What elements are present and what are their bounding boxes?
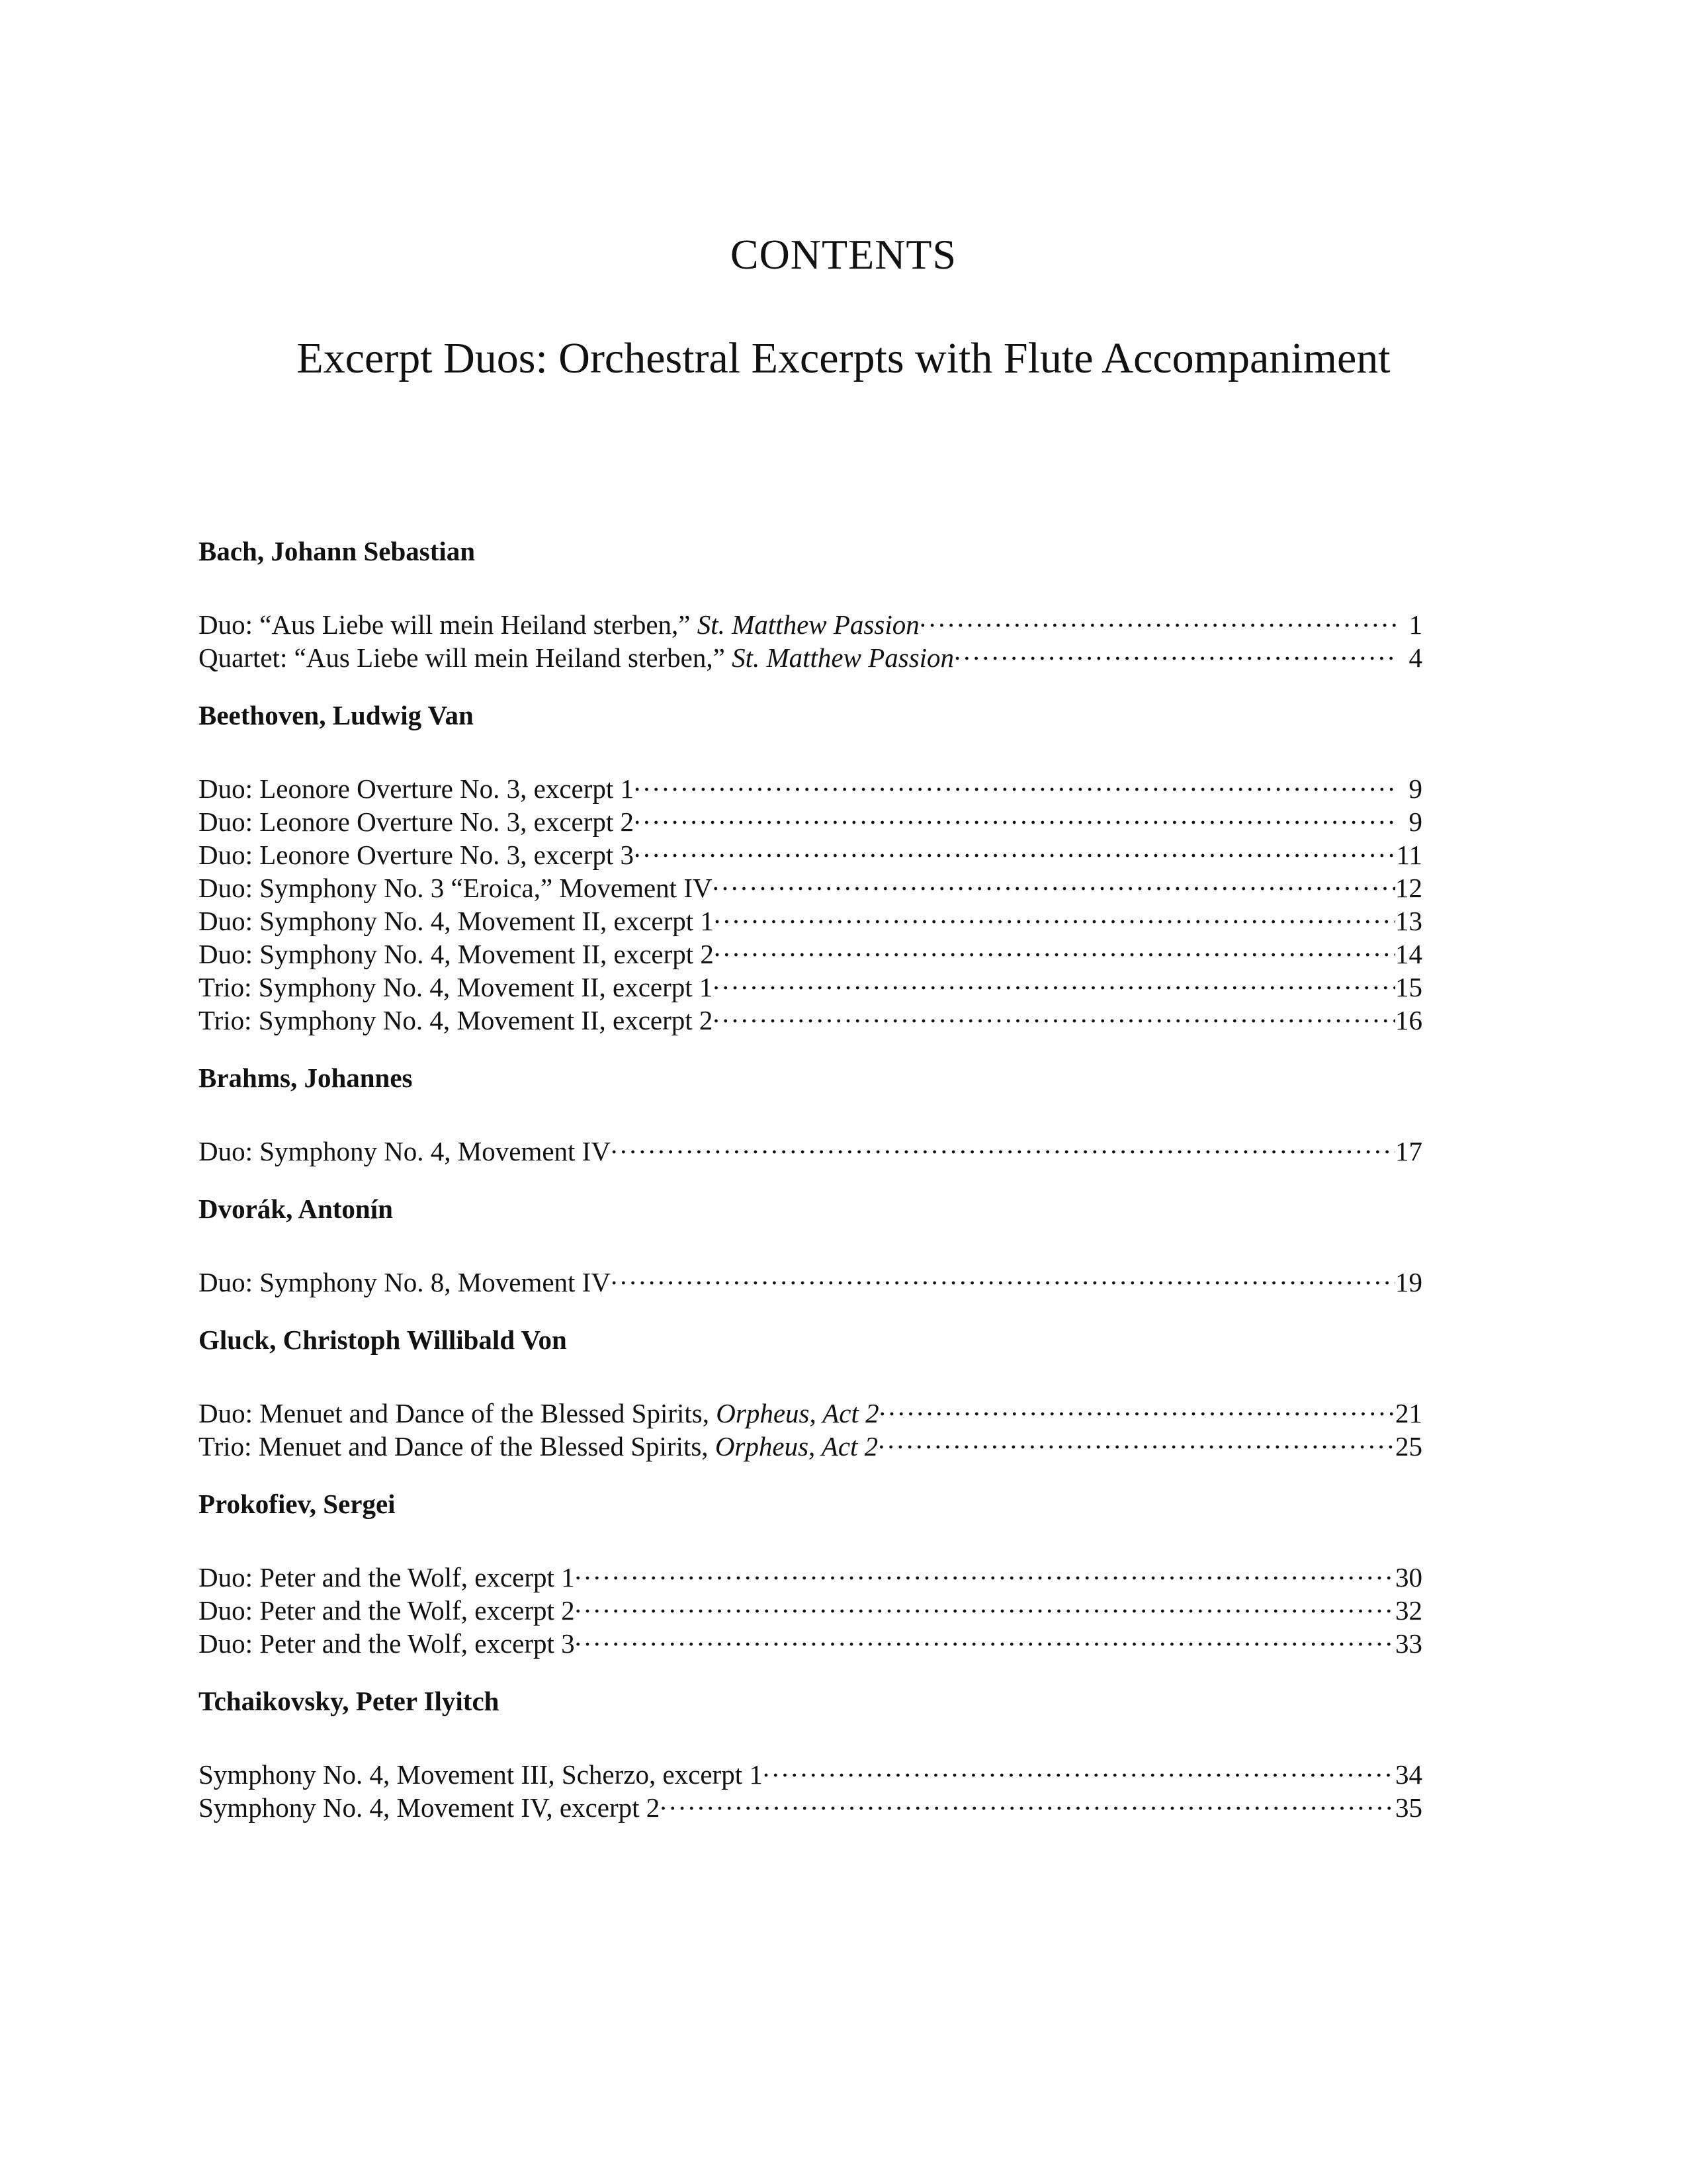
composer-section (198, 1192, 1422, 1297)
dot-leader (660, 1784, 1395, 1817)
composer-section (198, 1487, 1422, 1659)
dot-leader (611, 1258, 1395, 1291)
composer-section (198, 1323, 1422, 1462)
entry-work-title: Orpheus, Act 2 (716, 1398, 879, 1428)
entry-title (198, 641, 954, 674)
composer-section (198, 535, 1422, 673)
dot-leader (575, 1620, 1395, 1653)
entry-page-number: 33 (1395, 1628, 1422, 1659)
entry-title-text: Duo: Symphony No. 4, Movement II, excerpt 1 (198, 906, 714, 936)
entry-page-number: 35 (1395, 1792, 1422, 1823)
composer-section (198, 1061, 1422, 1166)
entry-page-number: 4 (1408, 642, 1422, 673)
entry-work-title: Orpheus, Act 2 (714, 1431, 879, 1462)
entry-title-text: Trio: Menuet and Dance of the Blessed Spirits, (198, 1431, 715, 1462)
dot-leader (714, 897, 1395, 930)
entry-page-number: 34 (1395, 1759, 1422, 1790)
entry-title (198, 871, 713, 904)
entry-title (198, 1004, 713, 1037)
dot-leader (634, 798, 1396, 831)
entry-title-text: Quartet: “Aus Liebe will mein Heiland sterben,” (198, 642, 732, 673)
dot-leader (763, 1751, 1395, 1784)
entry-page-number: 14 (1395, 939, 1422, 969)
composer-section (198, 1684, 1422, 1823)
dot-leader (954, 634, 1396, 667)
entry-page-number: 11 (1396, 840, 1422, 870)
composer-heading: Beethoven, Ludwig Van (198, 700, 474, 730)
entry-work-title: St. Matthew Passion (697, 609, 920, 640)
composer-heading: Brahms, Johannes (198, 1063, 413, 1093)
toc-entry[interactable] (198, 1389, 1422, 1428)
toc-entry[interactable] (198, 1751, 1422, 1790)
composer-heading: Tchaikovsky, Peter Ilyitch (198, 1686, 499, 1716)
entry-title (198, 805, 634, 838)
composer-heading: Dvorák, Antonín (198, 1194, 393, 1224)
entry-page-number: 9 (1408, 773, 1422, 804)
entry-title-text: Duo: Symphony No. 4, Movement II, excerpt 2 (198, 939, 714, 969)
entry-title (198, 772, 634, 805)
page-title: CONTENTS (730, 231, 957, 278)
entry-page-number: 17 (1395, 1136, 1422, 1166)
entry-title (198, 1430, 878, 1463)
entry-title-text: Duo: Peter and the Wolf, excerpt 2 (198, 1595, 575, 1626)
toc-entry[interactable] (198, 601, 1422, 640)
table-of-contents (198, 535, 1422, 1849)
dot-leader (713, 996, 1395, 1029)
entry-page-number: 19 (1395, 1267, 1422, 1297)
entry-title (198, 971, 713, 1004)
entry-title (198, 1135, 611, 1168)
dot-leader (634, 765, 1396, 798)
dot-leader (920, 601, 1396, 634)
entry-title (198, 1594, 575, 1627)
dot-leader (714, 930, 1395, 963)
entry-page-number: 30 (1395, 1562, 1422, 1593)
entry-title (198, 904, 714, 938)
entry-page-number: 32 (1395, 1595, 1422, 1626)
entry-page-number: 16 (1395, 1005, 1422, 1035)
toc-entry[interactable] (198, 1553, 1422, 1593)
entry-title (198, 608, 920, 641)
entry-title-text: Duo: Menuet and Dance of the Blessed Spirits, (198, 1398, 716, 1428)
entry-title-text: Duo: Leonore Overture No. 3, excerpt 1 (198, 773, 634, 804)
toc-entry[interactable] (198, 1127, 1422, 1166)
composer-heading: Bach, Johann Sebastian (198, 536, 476, 566)
entry-page-number: 13 (1395, 906, 1422, 936)
entry-title-text: Duo: Symphony No. 3 “Eroica,” Movement IV (198, 873, 713, 903)
entry-title-text: Duo: Peter and the Wolf, excerpt 1 (198, 1562, 575, 1593)
composer-heading: Prokofiev, Sergei (198, 1489, 396, 1519)
composer-section (198, 699, 1422, 1035)
dot-leader (713, 864, 1395, 897)
entry-title-text: Symphony No. 4, Movement III, Scherzo, excerpt 1 (198, 1759, 763, 1790)
dot-leader (634, 831, 1396, 864)
dot-leader (575, 1553, 1395, 1587)
entry-page-number: 25 (1395, 1431, 1422, 1462)
entry-page-number: 15 (1395, 972, 1422, 1002)
entry-work-title: St. Matthew Passion (732, 642, 955, 673)
entry-page-number: 21 (1395, 1398, 1422, 1428)
dot-leader (575, 1587, 1395, 1620)
entry-title (198, 1627, 575, 1660)
dot-leader (611, 1127, 1395, 1160)
toc-entry[interactable] (198, 1258, 1422, 1297)
dot-leader (879, 1389, 1395, 1422)
toc-entry[interactable] (198, 765, 1422, 804)
page-subtitle: Excerpt Duos: Orchestral Excerpts with Flute Accompaniment (296, 334, 1391, 382)
entry-title (198, 1561, 575, 1594)
entry-title-text: Duo: Symphony No. 4, Movement IV (198, 1136, 611, 1166)
dot-leader (878, 1422, 1395, 1456)
entry-title-text: Duo: Leonore Overture No. 3, excerpt 2 (198, 807, 634, 837)
dot-leader (713, 963, 1395, 996)
entry-page-number: 9 (1408, 807, 1422, 837)
entry-title-text: Symphony No. 4, Movement IV, excerpt 2 (198, 1792, 660, 1823)
entry-title (198, 938, 714, 971)
entry-title (198, 1397, 879, 1430)
entry-page-number: 12 (1395, 873, 1422, 903)
entry-page-number: 1 (1408, 609, 1422, 640)
entry-title-text: Trio: Symphony No. 4, Movement II, excerpt 1 (198, 972, 713, 1002)
entry-title (198, 838, 634, 871)
entry-title (198, 1266, 611, 1299)
composer-heading: Gluck, Christoph Willibald Von (198, 1325, 567, 1355)
entry-title-text: Duo: “Aus Liebe will mein Heiland sterben,” (198, 609, 697, 640)
entry-title-text: Duo: Peter and the Wolf, excerpt 3 (198, 1628, 575, 1659)
entry-title-text: Trio: Symphony No. 4, Movement II, excerpt 2 (198, 1005, 713, 1035)
entry-title-text: Duo: Symphony No. 8, Movement IV (198, 1267, 611, 1297)
entry-title (198, 1791, 660, 1824)
entry-title-text: Duo: Leonore Overture No. 3, excerpt 3 (198, 840, 634, 870)
